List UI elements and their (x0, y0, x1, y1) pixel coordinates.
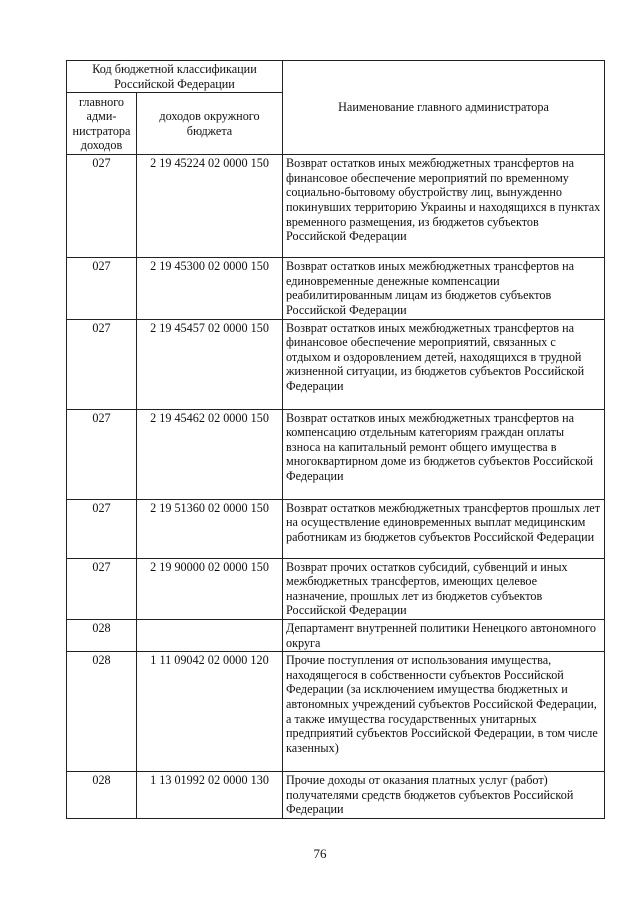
table-row (67, 258, 605, 319)
revenue-code-cell: 2 19 45457 02 0000 150 (137, 319, 283, 409)
table-row (67, 409, 605, 499)
table-row (67, 499, 605, 558)
admin-code-cell: 027 (67, 319, 137, 409)
table-row (67, 319, 605, 409)
header-admin-code: главного адми-нистратора доходов (67, 93, 137, 155)
table-row (67, 652, 605, 772)
table-row (67, 558, 605, 619)
revenue-code-cell: 2 19 90000 02 0000 150 (137, 558, 283, 619)
revenue-code-cell: 2 19 45462 02 0000 150 (137, 409, 283, 499)
admin-code-cell: 027 (67, 499, 137, 558)
department-name-cell: Департамент внутренней политики Ненецкого автономного округа (283, 619, 605, 651)
revenue-code-cell: 2 19 45224 02 0000 150 (137, 155, 283, 258)
department-row (67, 619, 605, 651)
admin-code-cell: 027 (67, 558, 137, 619)
revenue-code-cell: 2 19 51360 02 0000 150 (137, 499, 283, 558)
admin-name-cell: Возврат остатков иных межбюджетных трансфертов на финансовое обеспечение мероприятий по временному социально-бытовому обустройству лиц, вынужденно покинувших территорию Украины и находящихся в пунктах временного размещения, из бюджетов субъектов Российской Федерации (283, 155, 605, 258)
admin-name-cell: Возврат остатков иных межбюджетных трансфертов на единовременные денежные компенсации реабилитированным лицам из бюджетов субъектов Российской Федерации (283, 258, 605, 319)
admin-code-cell: 027 (67, 258, 137, 319)
admin-code-cell: 028 (67, 772, 137, 819)
admin-name-cell: Возврат остатков межбюджетных трансфертов прошлых лет на осуществление единовременных выплат медицинским работникам из бюджетов субъектов Российской Федерации (283, 499, 605, 558)
admin-name-cell: Прочие поступления от использования имущества, находящегося в собственности субъектов Российской Федерации (за исключением имущества бюджетных и автономных учреждений субъектов Российской Федерации, а также имущества государственных унитарных предприятий субъектов Российской Федерации, в том числе казенных) (283, 652, 605, 772)
admin-code-cell: 027 (67, 155, 137, 258)
header-group-title: Код бюджетной классификации Российской Федерации (67, 61, 283, 93)
revenue-code-cell: 1 11 09042 02 0000 120 (137, 652, 283, 772)
table-header (67, 61, 605, 155)
admin-name-cell: Прочие доходы от оказания платных услуг (работ) получателями средств бюджетов субъектов Российской Федерации (283, 772, 605, 819)
table-body (67, 155, 605, 819)
table-row (67, 772, 605, 819)
header-revenue-code: доходов окружного бюджета (137, 93, 283, 155)
admin-name-cell: Возврат прочих остатков субсидий, субвенций и иных межбюджетных трансфертов, имеющих целевое назначение, прошлых лет из бюджетов субъектов Российской Федерации (283, 558, 605, 619)
admin-name-cell: Возврат остатков иных межбюджетных трансфертов на компенсацию отдельным категориям граждан оплаты взноса на капитальный ремонт общего имущества в многоквартирном доме из бюджетов субъектов Российской Федерации (283, 409, 605, 499)
admin-name-cell: Возврат остатков иных межбюджетных трансфертов на финансовое обеспечение мероприятий, связанных с отдыхом и оздоровлением детей, находящихся в трудной жизненной ситуации, из бюджетов субъектов Российской Федерации (283, 319, 605, 409)
admin-code-cell: 027 (67, 409, 137, 499)
revenue-code-cell: 2 19 45300 02 0000 150 (137, 258, 283, 319)
admin-code-cell: 028 (67, 619, 137, 651)
page-number: 76 (313, 846, 327, 861)
revenue-code-cell: 1 13 01992 02 0000 130 (137, 772, 283, 819)
budget-classification-table (66, 60, 605, 819)
header-admin-name: Наименование главного администратора (283, 61, 605, 155)
table-row (67, 155, 605, 258)
revenue-code-cell (137, 619, 283, 651)
admin-code-cell: 028 (67, 652, 137, 772)
